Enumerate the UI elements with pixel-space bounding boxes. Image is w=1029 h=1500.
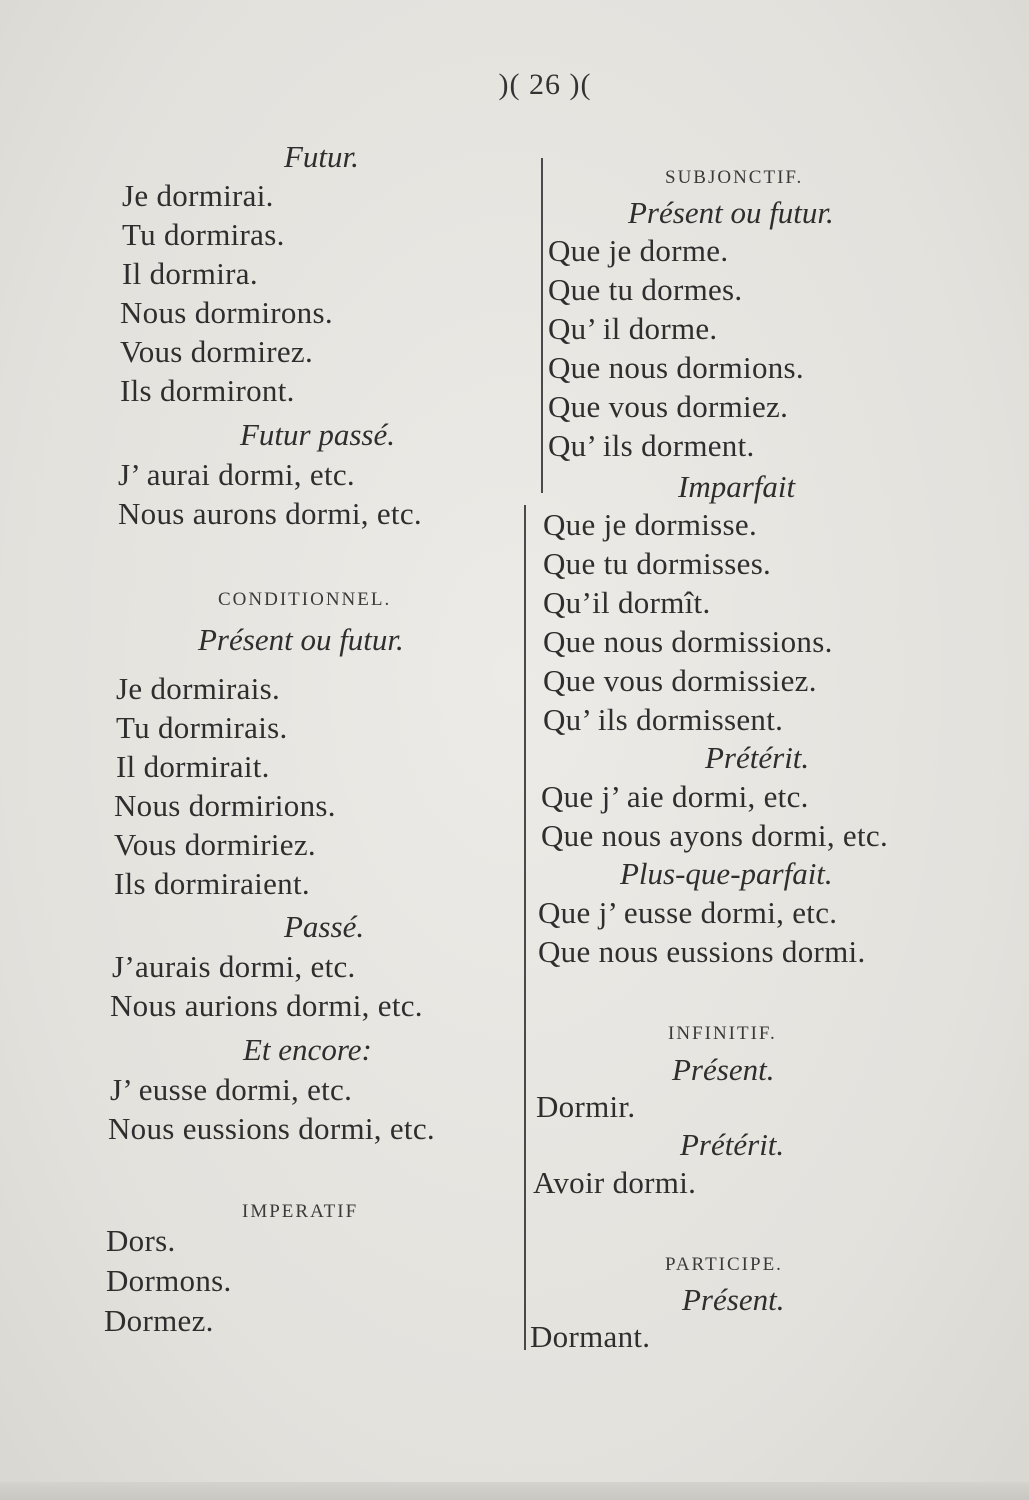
conditionnel-line-5: Vous dormiriez. [114, 827, 316, 862]
futur-heading: Futur. [284, 139, 359, 174]
passe-line-2: Nous aurions dormi, etc. [110, 988, 423, 1023]
et-encore-line-1: J’ eusse dormi, etc. [110, 1072, 353, 1107]
subjonctif-present-heading: Présent ou futur. [628, 195, 834, 230]
imparfait-line-4: Que nous dormissions. [543, 624, 833, 659]
conditionnel-line-1: Je dormirais. [116, 671, 281, 706]
futur-passe-heading: Futur passé. [240, 417, 395, 452]
conditionnel-present-heading: Présent ou futur. [198, 622, 404, 657]
imparfait-line-3: Qu’il dormît. [543, 585, 711, 620]
futur-line-5: Vous dormirez. [120, 334, 314, 369]
conditionnel-title: CONDITIONNEL. [218, 589, 392, 610]
futur-line-3: Il dormira. [122, 256, 258, 291]
conditionnel-line-2: Tu dormirais. [116, 710, 288, 745]
preterit-line-1: Que j’ aie dormi, etc. [541, 779, 809, 814]
subjonctif-line-6: Qu’ ils dorment. [548, 428, 755, 463]
subjonctif-line-1: Que je dorme. [548, 233, 729, 268]
preterit-line-2: Que nous ayons dormi, etc. [541, 818, 889, 853]
infinitif-present-heading: Présent. [672, 1052, 775, 1087]
imperatif-line-3: Dormez. [104, 1303, 214, 1338]
futur-line-6: Ils dormiront. [120, 373, 295, 408]
plus-que-parfait-line-1: Que j’ eusse dormi, etc. [538, 895, 838, 930]
et-encore-line-2: Nous eussions dormi, etc. [108, 1111, 435, 1146]
futur-line-1: Je dormirai. [122, 178, 274, 213]
imperatif-title: IMPERATIF [242, 1201, 359, 1222]
imperatif-line-2: Dormons. [106, 1263, 232, 1298]
imparfait-line-5: Que vous dormissiez. [543, 663, 817, 698]
imparfait-line-1: Que je dormisse. [543, 507, 758, 542]
futur-passe-line-1: J’ aurai dormi, etc. [118, 457, 355, 492]
infinitif-present-value: Dormir. [536, 1089, 636, 1124]
participe-title: PARTICIPE. [665, 1254, 783, 1275]
futur-line-2: Tu dormiras. [122, 217, 285, 252]
infinitif-preterit-value: Avoir dormi. [533, 1165, 697, 1200]
imparfait-heading: Imparfait [678, 469, 796, 504]
passe-heading: Passé. [284, 909, 365, 944]
column-rule-lower [524, 505, 526, 1350]
plus-que-parfait-heading: Plus-que-parfait. [620, 856, 833, 891]
subjonctif-title: SUBJONCTIF. [665, 167, 804, 188]
infinitif-title: INFINITIF. [668, 1023, 777, 1044]
futur-line-4: Nous dormirons. [120, 295, 333, 330]
passe-line-1: J’aurais dormi, etc. [112, 949, 356, 984]
infinitif-preterit-heading: Prétérit. [680, 1127, 785, 1162]
page-number: )( 26 )( [498, 68, 592, 101]
page-bottom-edge [0, 1482, 1029, 1500]
subjonctif-line-5: Que vous dormiez. [548, 389, 789, 424]
conditionnel-line-3: Il dormirait. [116, 749, 270, 784]
subjonctif-line-3: Qu’ il dorme. [548, 311, 718, 346]
imparfait-line-6: Qu’ ils dormissent. [543, 702, 784, 737]
et-encore-heading: Et encore: [243, 1032, 372, 1067]
participe-present-heading: Présent. [682, 1282, 785, 1317]
conditionnel-line-6: Ils dormiraient. [114, 866, 310, 901]
subjonctif-line-2: Que tu dormes. [548, 272, 743, 307]
imperatif-line-1: Dors. [106, 1223, 176, 1258]
imparfait-line-2: Que tu dormisses. [543, 546, 772, 581]
subjonctif-line-4: Que nous dormions. [548, 350, 804, 385]
conditionnel-line-4: Nous dormirions. [114, 788, 336, 823]
preterit-heading: Prétérit. [705, 740, 810, 775]
plus-que-parfait-line-2: Que nous eussions dormi. [538, 934, 866, 969]
column-rule-upper [541, 158, 543, 493]
participe-present-value: Dormant. [530, 1319, 651, 1354]
futur-passe-line-2: Nous aurons dormi, etc. [118, 496, 422, 531]
